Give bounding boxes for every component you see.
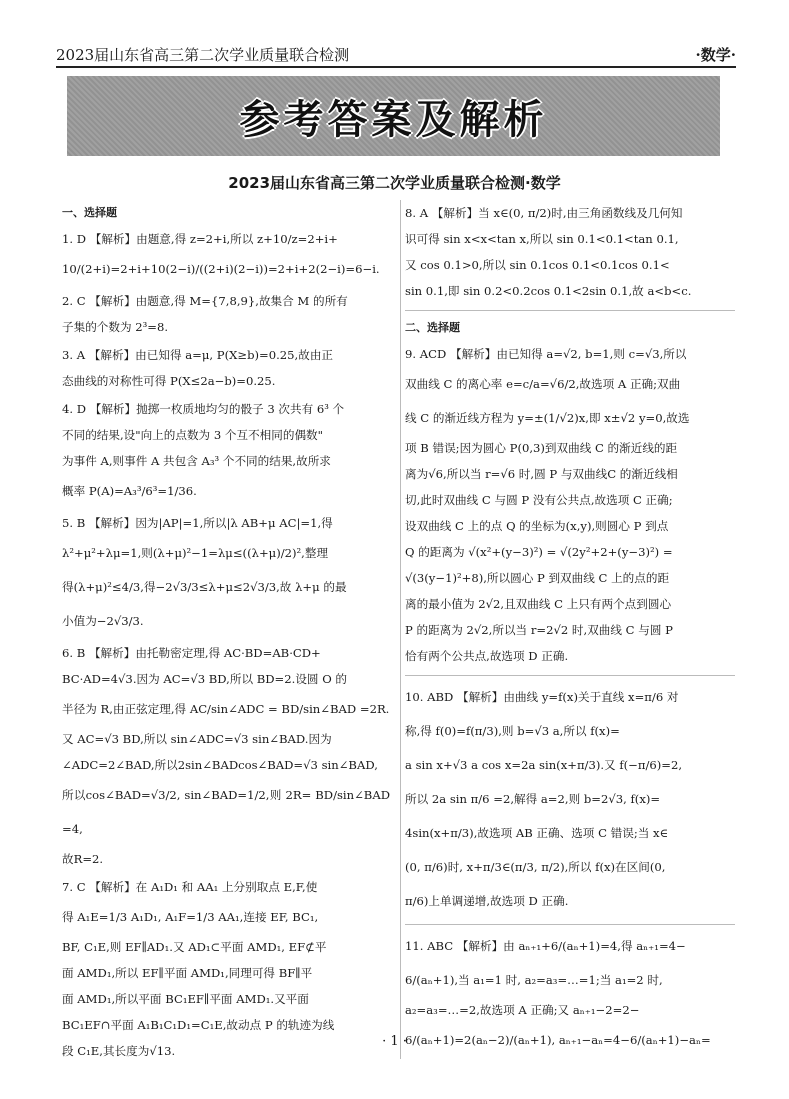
- page-header: [56, 40, 736, 68]
- q3-line2: 态曲线的对称性可得 P(X≤2a−b)=0.25.: [62, 374, 276, 388]
- q7-line7: 段 C₁E,其长度为√13.: [62, 1044, 176, 1058]
- q6-line4: 又 AC=√3 BD,所以 sin∠ADC=√3 sin∠BAD.因为: [62, 732, 332, 746]
- q5-line4: 小值为−2√3/3.: [62, 614, 144, 628]
- q9-line5: 离为√6,所以当 r=√6 时,圆 P 与双曲线C 的渐近线相: [405, 467, 678, 481]
- document-subtitle: 2023届山东省高三第二次学业质量联合检测·数学: [228, 174, 561, 192]
- answer-q8: [405, 200, 735, 304]
- q10-line6: (0, π/6)时, x+π/3∈(π/3, π/2),所以 f(x)在区间(0,: [405, 860, 666, 874]
- q11-divider: [405, 924, 735, 925]
- q6-line5: ∠ADC=2∠BAD,所以2sin∠BADcos∠BAD=√3 sin∠BAD,: [62, 758, 378, 772]
- q5-line1: 5. B 【解析】因为|AP|=1,所以|λ AB+μ AC|=1,得: [62, 516, 333, 530]
- q9-line11: P 的距离为 2√2,所以当 r=2√2 时,双曲线 C 与圆 P: [405, 623, 673, 637]
- q7-line4: 面 AMD₁,所以 EF∥平面 AMD₁,同理可得 BF∥平: [62, 966, 313, 980]
- q7-line5: 面 AMD₁,所以平面 BC₁EF∥平面 AMD₁.又平面: [62, 992, 309, 1006]
- q10-line1: 10. ABD 【解析】由曲线 y=f(x)关于直线 x=π/6 对: [405, 690, 679, 704]
- answer-q6: [62, 640, 390, 872]
- q3-line1: 3. A 【解析】由已知得 a=μ, P(X≥b)=0.25,故由正: [62, 348, 334, 362]
- q11-line3: a₂=a₃=…=2,故选项 A 正确;又 aₙ₊₁−2=2−: [405, 1003, 640, 1017]
- q8-line2: 识可得 sin x<x<tan x,所以 sin 0.1<0.1<tan 0.1,: [405, 232, 679, 246]
- q7-line1: 7. C 【解析】在 A₁D₁ 和 AA₁ 上分别取点 E,F,使: [62, 880, 318, 894]
- q4-line2: 不同的结果,设"向上的点数为 3 个互不相同的偶数": [62, 428, 323, 442]
- q6-line7: 故R=2.: [62, 852, 104, 866]
- q7-line6: BC₁EF∩平面 A₁B₁C₁D₁=C₁E,故动点 P 的轨迹为线: [62, 1018, 335, 1032]
- section-heading-single-choice: 一、选择题: [62, 206, 117, 219]
- q8-line3: 又 cos 0.1>0,所以 sin 0.1cos 0.1<0.1cos 0.1<: [405, 258, 670, 272]
- q9-line1: 9. ACD 【解析】由已知得 a=√2, b=1,则 c=√3,所以: [405, 347, 687, 361]
- q8-line4: sin 0.1,即 sin 0.2<0.2cos 0.1<2sin 0.1,故 a<b<c.: [405, 284, 692, 298]
- section-divider: [405, 310, 735, 311]
- q9-line10: 离的最小值为 2√2,且双曲线 C 上只有两个点到圆心: [405, 597, 672, 611]
- q2-line1: 2. C 【解析】由题意,得 M={7,8,9},故集合 M 的所有: [62, 294, 348, 308]
- q10-line2: 称,得 f(0)=f(π/3),则 b=√3 a,所以 f(x)=: [405, 724, 620, 738]
- answer-banner: [67, 76, 720, 156]
- q1-line2: 10/(2+i)=2+i+10(2−i)/((2+i)(2−i))=2+i+2(2−i)=6−i.: [62, 262, 380, 276]
- section-heading-multi-choice: 二、选择题: [405, 321, 460, 334]
- q11-line4: 6/(aₙ+1)=2(aₙ−2)/(aₙ+1), aₙ₊₁−aₙ=4−6/(aₙ+1)−aₙ=: [405, 1033, 711, 1047]
- answer-q1: [62, 226, 390, 286]
- q10-divider: [405, 675, 735, 676]
- q10-line5: 4sin(x+π/3),故选项 AB 正确、选项 C 错误;当 x∈: [405, 826, 669, 840]
- q9-line6: 切,此时双曲线 C 与圆 P 没有公共点,故选项 C 正确;: [405, 493, 673, 507]
- answer-q4: [62, 396, 390, 508]
- q8-line1: 8. A 【解析】当 x∈(0, π/2)时,由三角函数线及几何知: [405, 206, 683, 220]
- q9-line8: Q 的距离为 √(x²+(y−3)²) = √(2y²+2+(y−3)²) =: [405, 545, 673, 559]
- q4-line4: 概率 P(A)=A₃³/6³=1/36.: [62, 484, 197, 498]
- q6-line2: BC·AD=4√3.因为 AC=√3 BD,所以 BD=2.设圆 O 的: [62, 672, 347, 686]
- q6-line6: 所以cos∠BAD=√3/2, sin∠BAD=1/2,则 2R= BD/sin∠BAD =4,: [62, 788, 390, 836]
- q5-line3: 得(λ+μ)²≤4/3,得−2√3/3≤λ+μ≤2√3/3,故 λ+μ 的最: [62, 580, 347, 594]
- header-subject: ·数学·: [695, 46, 736, 64]
- answer-q9: [405, 341, 735, 669]
- banner-title: 参考答案及解析: [239, 96, 548, 143]
- page-number: · 1 ·: [382, 1034, 407, 1049]
- q9-line3: 线 C 的渐近线方程为 y=±(1/√2)x,即 x±√2 y=0,故选: [405, 411, 690, 425]
- q4-line3: 为事件 A,则事件 A 共包含 A₃³ 个不同的结果,故所求: [62, 454, 331, 468]
- q9-line2: 双曲线 C 的离心率 e=c/a=√6/2,故选项 A 正确;双曲: [405, 377, 681, 391]
- q9-line4: 项 B 错误;因为圆心 P(0,3)到双曲线 C 的渐近线的距: [405, 441, 678, 455]
- q2-line2: 子集的个数为 2³=8.: [62, 320, 169, 334]
- q6-line1: 6. B 【解析】由托勒密定理,得 AC·BD=AB·CD+: [62, 646, 321, 660]
- q9-line12: 恰有两个公共点,故选项 D 正确.: [405, 649, 569, 663]
- right-column: [400, 200, 735, 1059]
- q11-line2: 6/(aₙ+1),当 a₁=1 时, a₂=a₃=…=1;当 a₁=2 时,: [405, 973, 663, 987]
- q7-line3: BF, C₁E,则 EF∥AD₁.又 AD₁⊂平面 AMD₁, EF⊄平: [62, 940, 327, 954]
- answer-q3: [62, 342, 390, 394]
- q9-line7: 设双曲线 C 上的点 Q 的坐标为(x,y),则圆心 P 到点: [405, 519, 669, 533]
- q7-line2: 得 A₁E=1/3 A₁D₁, A₁F=1/3 AA₁,连接 EF, BC₁,: [62, 910, 319, 924]
- q10-line7: π/6)上单调递增,故选项 D 正确.: [405, 894, 569, 908]
- q10-line4: 所以 2a sin π/6 =2,解得 a=2,则 b=2√3, f(x)=: [405, 792, 661, 806]
- q4-line1: 4. D 【解析】抛掷一枚质地均匀的骰子 3 次共有 6³ 个: [62, 402, 345, 416]
- q9-line9: √(3(y−1)²+8),所以圆心 P 到双曲线 C 上的点的距: [405, 571, 670, 585]
- left-column: [62, 200, 390, 1066]
- q10-line3: a sin x+√3 a cos x=2a sin(x+π/3).又 f(−π/6)=2,: [405, 758, 683, 772]
- q11-line1: 11. ABC 【解析】由 aₙ₊₁+6/(aₙ+1)=4,得 aₙ₊₁=4−: [405, 939, 686, 953]
- q5-line2: λ²+μ²+λμ=1,则(λ+μ)²−1=λμ≤((λ+μ)/2)²,整理: [62, 546, 329, 560]
- header-exam-title: 2023届山东省高三第二次学业质量联合检测: [56, 46, 350, 64]
- answer-q10: [405, 680, 735, 918]
- q6-line3: 半径为 R,由正弦定理,得 AC/sin∠ADC = BD/sin∠BAD =2R.: [62, 702, 390, 716]
- answer-q5: [62, 510, 390, 638]
- q1-line1: 1. D 【解析】由题意,得 z=2+i,所以 z+10/z=2+i+: [62, 232, 338, 246]
- answer-q2: [62, 288, 390, 340]
